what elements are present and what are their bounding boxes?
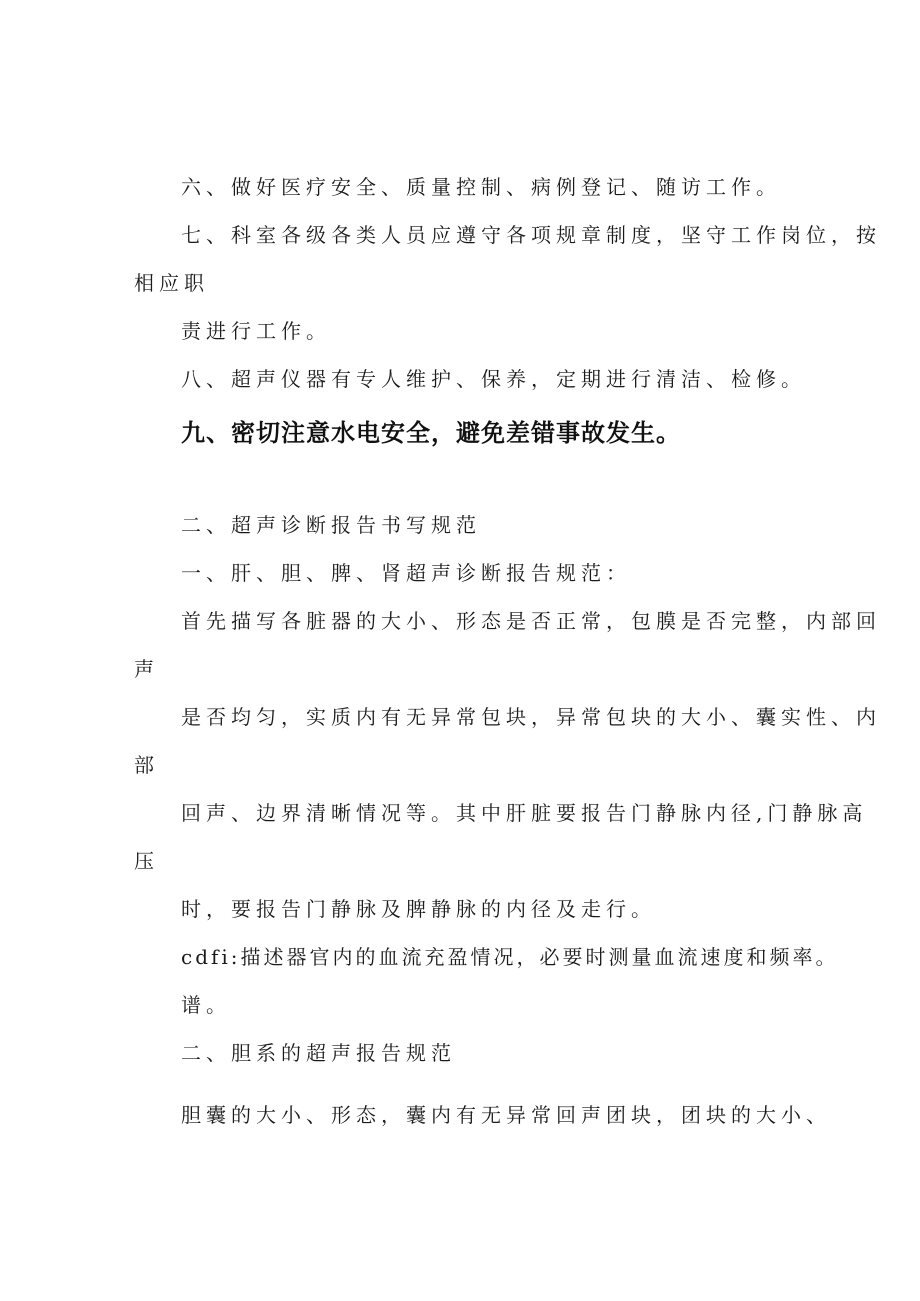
paragraph-organ-desc-4: 时，要报告门静脉及脾静脉的内径及走行。: [181, 897, 656, 921]
paragraph-gallbladder: 胆囊的大小、形态，囊内有无异常回声团块，团块的大小、: [181, 1103, 831, 1127]
subsection-heading-organs: 一、肝、胆、脾、肾超声诊断报告规范：: [181, 561, 631, 585]
paragraph-organ-desc-2-wrap: 部: [134, 753, 159, 777]
paragraph-item-7-wrap: 相应职: [134, 271, 209, 295]
paragraph-item-7: 七、科室各级各类人员应遵守各项规章制度，坚守工作岗位，按: [181, 223, 881, 247]
paragraph-organ-desc: 首先描写各脏器的大小、形态是否正常，包膜是否完整，内部回: [181, 609, 881, 633]
paragraph-organ-desc-2: 是否均匀，实质内有无异常包块，异常包块的大小、囊实性、内: [181, 705, 881, 729]
paragraph-organ-desc-wrap: 声: [134, 657, 159, 681]
paragraph-organ-desc-3-wrap: 压: [134, 849, 159, 873]
paragraph-item-7-cont: 责进行工作。: [181, 319, 331, 343]
paragraph-item-9: 九、密切注意水电安全，避免差错事故发生。: [181, 419, 681, 447]
paragraph-cdfi: cdfi:描述器官内的血流充盈情况，必要时测量血流速度和频率。: [181, 945, 839, 969]
paragraph-organ-desc-3: 回声、边界清晰情况等。其中肝脏要报告门静脉内径,门静脉高: [181, 801, 868, 825]
paragraph-item-8: 八、超声仪器有专人维护、保养，定期进行清洁、检修。: [181, 367, 806, 391]
section-heading-report-standards: 二、超声诊断报告书写规范: [181, 513, 481, 537]
subsection-heading-biliary: 二、胆系的超声报告规范: [181, 1041, 456, 1065]
paragraph-cdfi-wrap: 谱。: [181, 993, 231, 1017]
paragraph-item-6: 六、做好医疗安全、质量控制、病例登记、随访工作。: [181, 175, 781, 199]
